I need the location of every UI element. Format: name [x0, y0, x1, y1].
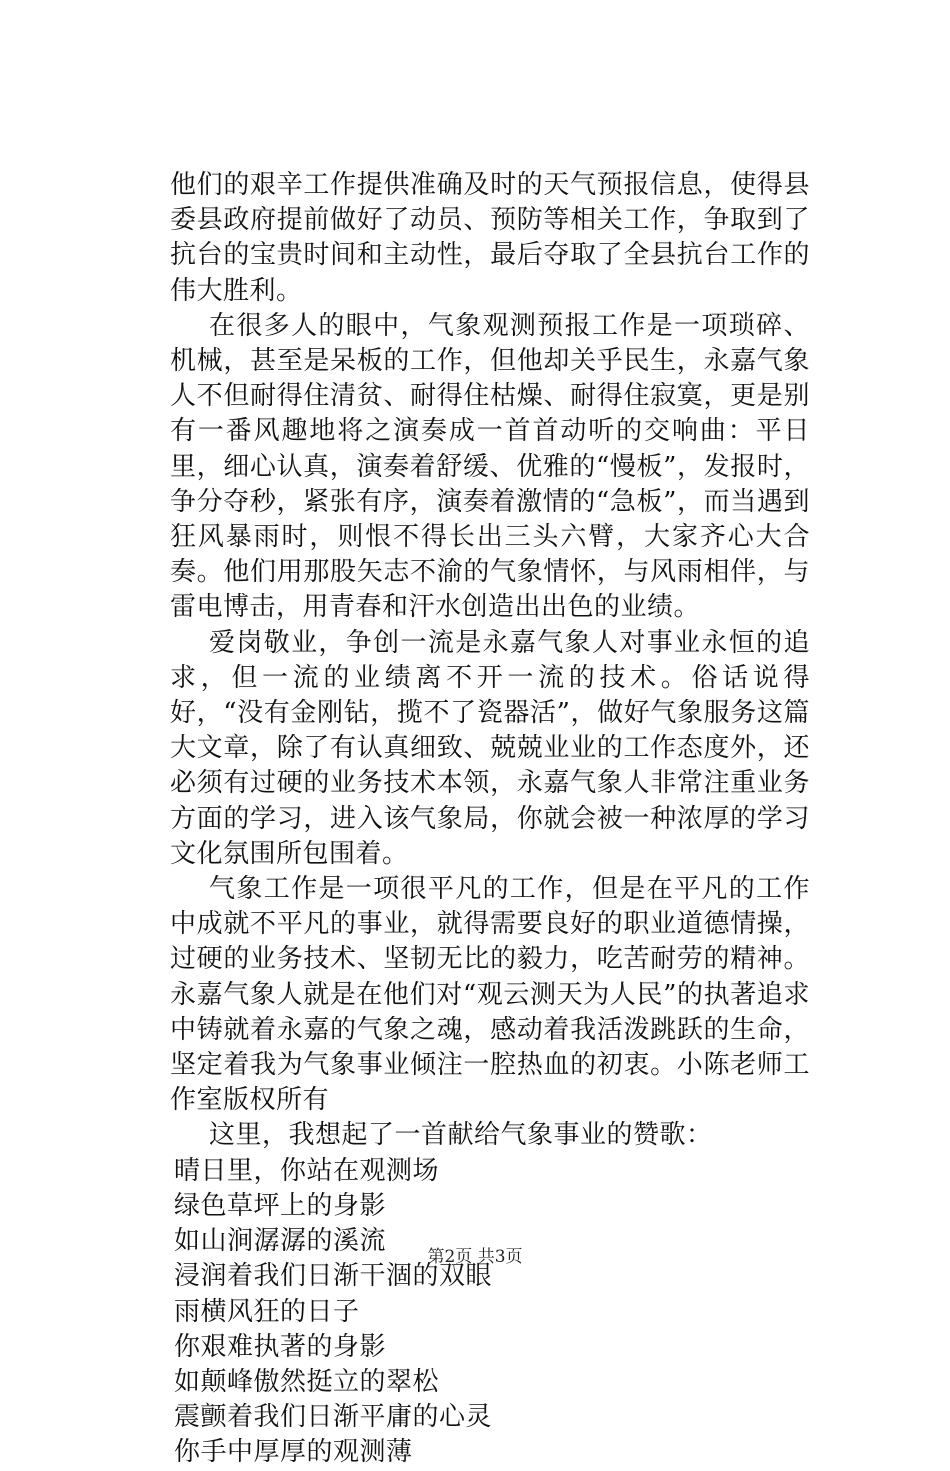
- page-number: 第2页 共3页: [427, 1247, 523, 1267]
- poem-line: 如山涧潺潺的溪流: [174, 1226, 387, 1257]
- poem: [170, 1154, 810, 1471]
- paragraph-2: 在很多人的眼中，气象观测预报工作是一项琐碎、机械，甚至是呆板的工作，但他却关乎民生，永嘉气象人不但耐得住清贫、耐得住枯燥、耐得住寂寞，更是别有一番风趣地将之演奏成一首首动听的交响曲：平日里，细心认真，演奏着舒缓、优雅的“慢板”，发报时，争分夺秒，紧张有序，演奏着激情的“急板”，而当遇到狂风暴雨时，则恨不得长出三头六臂，大家齐心大合奏。他们用那股矢志不渝的气象情怀，与风雨相伴，与雷电博击，用青春和汗水创造出出色的业绩。: [170, 310, 810, 623]
- poem-line: 雨横风狂的日子: [174, 1296, 360, 1327]
- paragraph-4: 气象工作是一项很平凡的工作，但是在平凡的工作中成就不平凡的事业，就得需要良好的职业道德情操，过硬的业务技术、坚韧无比的毅力，吃苦耐劳的精神。永嘉气象人就是在他们对“观云测天为人民”的执著追求中铸就着永嘉的气象之魂，感动着我活泼跳跃的生命，坚定着我为气象事业倾注一腔热血的初衷。小陈老师工作室版权所有: [170, 874, 810, 1116]
- poem-line: 绿色草坪上的身影: [174, 1190, 387, 1221]
- poem-intro: 这里，我想起了一首献给气象事业的赞歌：: [209, 1120, 713, 1151]
- poem-line: 你艰难执著的身影: [174, 1331, 387, 1362]
- paragraph-3: 爱岗敬业，争创一流是永嘉气象人对事业永恒的追求，但一流的业绩离不开一流的技术。俗话说得好，“没有金刚钻，揽不了瓷器活”，做好气象服务这篇大文章，除了有认真细致、兢兢业业的工作态度外，还必须有过硬的业务技术本领，永嘉气象人非常注重业务方面的学习，进入该气象局，你就会被一种浓厚的学习文化氛围所包围着。: [170, 627, 810, 869]
- poem-line: 晴日里，你站在观测场: [174, 1155, 440, 1186]
- paragraph-1: 他们的艰辛工作提供准确及时的天气预报信息，使得县委县政府提前做好了动员、预防等相关工作，争取到了抗台的宝贵时间和主动性，最后夺取了全县抗台工作的伟大胜利。: [170, 170, 810, 306]
- poem-line: 你手中厚厚的观测薄: [174, 1437, 413, 1468]
- poem-line: 震颤着我们日渐平庸的心灵: [174, 1402, 493, 1433]
- document-body: [170, 168, 810, 1471]
- poem-line: 浸润着我们日渐干涸的双眼: [174, 1261, 493, 1292]
- poem-line: 如颠峰傲然挺立的翠松: [174, 1366, 440, 1397]
- page-footer: [0, 1242, 950, 1267]
